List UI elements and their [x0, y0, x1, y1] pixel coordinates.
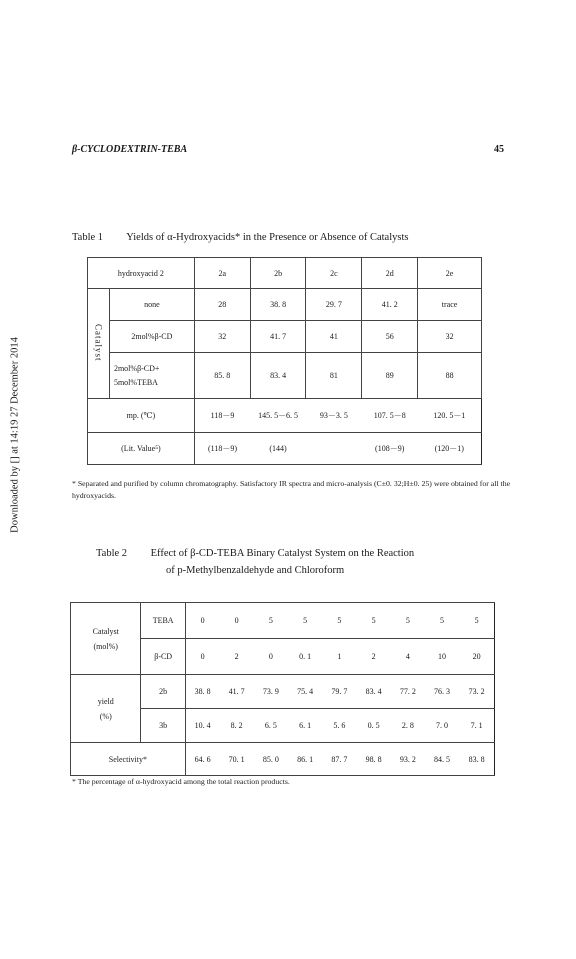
table2-3b-cell: 6. 1 — [288, 709, 322, 743]
page-number: 45 — [494, 144, 504, 155]
download-watermark — [8, 270, 22, 600]
table1-cell: 89 — [362, 353, 418, 399]
table2-2b-cell: 77. 2 — [391, 675, 425, 709]
table2-teba-cell: 5 — [391, 603, 425, 639]
table2-selectivity-cell: 84. 5 — [425, 743, 459, 776]
table1-header-row — [88, 258, 482, 289]
table2-selectivity-cell: 93. 2 — [391, 743, 425, 776]
table1-cell: 83. 4 — [250, 353, 306, 399]
table1-cell: 81 — [306, 353, 362, 399]
table2-bcd-cell: 2 — [356, 639, 390, 675]
table1-cell: 41 — [306, 321, 362, 353]
table1-lit-cell: (118－9) — [194, 433, 250, 465]
table1-mp-cell: 107. 5－8 — [362, 399, 418, 433]
table2-2b-label: 2b — [141, 675, 185, 709]
table1-cell: 56 — [362, 321, 418, 353]
table2-3b-cell: 2. 8 — [391, 709, 425, 743]
table1-row-label-line2: 5mol%TEBA — [113, 377, 158, 387]
table1-row-mp — [88, 399, 482, 433]
table1-row-label: none — [109, 289, 194, 321]
table2-teba-cell: 0 — [185, 603, 219, 639]
table2-catalyst-label: Catalyst — [92, 626, 119, 636]
table1-col-header: 2a — [194, 258, 250, 289]
table1 — [87, 257, 482, 465]
table2-selectivity-cell: 86. 1 — [288, 743, 322, 776]
table1-mp-cell: 120. 5－1 — [418, 399, 482, 433]
table1-title: Yields of α-Hydroxyacids* in the Presence or Absence of Catalysts — [126, 232, 409, 243]
table2-3b-cell: 0. 5 — [356, 709, 390, 743]
table1-group-cell — [88, 289, 110, 399]
table1-row-label: 2mol%β-CD — [109, 321, 194, 353]
table1-cell: 32 — [194, 321, 250, 353]
table2-bcd-label: β-CD — [141, 639, 185, 675]
table2-2b-cell: 38. 8 — [185, 675, 219, 709]
table1-mp-cell: 93－3. 5 — [306, 399, 362, 433]
table1-header-label: hydroxyacid 2 — [88, 258, 195, 289]
table2-title-line2: of p-Methylbenzaldehyde and Chloroform — [166, 565, 345, 576]
table2-catalyst-unit: (mol%) — [93, 641, 118, 651]
table2-2b-cell: 73. 9 — [254, 675, 288, 709]
table2-row-teba — [71, 603, 495, 639]
table2-yield-cell — [71, 675, 141, 743]
table2-3b-label: 3b — [141, 709, 185, 743]
table1-col-header: 2e — [418, 258, 482, 289]
table1-cell: 41. 2 — [362, 289, 418, 321]
table1-cell: trace — [418, 289, 482, 321]
table2-bcd-cell: 0. 1 — [288, 639, 322, 675]
table2-bcd-cell: 20 — [459, 639, 494, 675]
table2-bcd-cell: 4 — [391, 639, 425, 675]
table2-2b-cell: 75. 4 — [288, 675, 322, 709]
table1-cell: 41. 7 — [250, 321, 306, 353]
table2-selectivity-cell: 98. 8 — [356, 743, 390, 776]
table1-cell: 38. 8 — [250, 289, 306, 321]
table2-teba-cell: 5 — [288, 603, 322, 639]
table2-title-line1: Effect of β-CD-TEBA Binary Catalyst System on the Reaction — [150, 548, 415, 559]
table1-row-none — [88, 289, 482, 321]
table1-lit-cell: (108－9) — [362, 433, 418, 465]
table1-lit-cell: (144) — [250, 433, 306, 465]
table1-footnote: * Separated and purified by column chromatography. Satisfactory IR spectra and micro-analysis (C±0. 32;H±0. 25) were obtained for all the hydroxyacids. — [72, 479, 511, 500]
table2-bcd-cell: 0 — [254, 639, 288, 675]
table2-teba-cell: 5 — [459, 603, 494, 639]
table1-lit-cell — [306, 433, 362, 465]
table2-3b-cell: 7. 1 — [459, 709, 494, 743]
table2-bcd-cell: 1 — [322, 639, 356, 675]
table1-mp-label: mp. (℃) — [88, 399, 195, 433]
table2-selectivity-label: Selectivity* — [71, 743, 186, 776]
table2-selectivity-cell: 70. 1 — [220, 743, 254, 776]
table2-2b-cell: 76. 3 — [425, 675, 459, 709]
table2-selectivity-cell: 87. 7 — [322, 743, 356, 776]
download-watermark-text: Downloaded by [] at 14:19 27 December 2014 — [9, 337, 21, 533]
table2-teba-cell: 5 — [425, 603, 459, 639]
table1-col-header: 2d — [362, 258, 418, 289]
table1-caption — [72, 232, 408, 243]
table1-cell: 85. 8 — [194, 353, 250, 399]
table2-footnote: * The percentage of α-hydroxyacid among the total reaction products. — [72, 777, 290, 786]
table1-mp-cell: 145. 5－6. 5 — [250, 399, 306, 433]
running-head-title: β-CYCLODEXTRIN-TEBA — [72, 144, 188, 155]
table2-teba-cell: 5 — [322, 603, 356, 639]
table1-lit-cell: (120－1) — [418, 433, 482, 465]
table1-cell: 28 — [194, 289, 250, 321]
table2-yield-unit: (%) — [99, 711, 112, 721]
table1-number: Table 1 — [72, 232, 104, 243]
table1-cell: 32 — [418, 321, 482, 353]
table2-2b-cell: 73. 2 — [459, 675, 494, 709]
table2-selectivity-cell: 83. 8 — [459, 743, 494, 776]
table1-row-lit — [88, 433, 482, 465]
table2-row-selectivity — [71, 743, 495, 776]
table2 — [70, 602, 495, 776]
table2-number: Table 2 — [96, 548, 128, 559]
table1-lit-label: (Lit. Value⁵) — [88, 433, 195, 465]
table1-cell: 88 — [418, 353, 482, 399]
table2-bcd-cell: 0 — [185, 639, 219, 675]
table2-teba-cell: 5 — [254, 603, 288, 639]
table1-row-label-line1: 2mol%β-CD+ — [113, 363, 160, 373]
table2-bcd-cell: 10 — [425, 639, 459, 675]
table1-row-bcd-teba — [88, 353, 482, 399]
table2-3b-cell: 5. 6 — [322, 709, 356, 743]
table1-group-label: Catalyst — [93, 323, 104, 362]
table1-row-label — [109, 353, 194, 399]
table2-caption — [96, 545, 506, 579]
table2-2b-cell: 79. 7 — [322, 675, 356, 709]
table2-3b-cell: 10. 4 — [185, 709, 219, 743]
table2-teba-label: TEBA — [141, 603, 185, 639]
table2-yield-label: yield — [97, 696, 114, 706]
table2-3b-cell: 7. 0 — [425, 709, 459, 743]
running-head — [72, 144, 504, 155]
table2-2b-cell: 83. 4 — [356, 675, 390, 709]
table2-catalyst-cell — [71, 603, 141, 675]
table2-2b-cell: 41. 7 — [220, 675, 254, 709]
table2-selectivity-cell: 85. 0 — [254, 743, 288, 776]
table2-selectivity-cell: 64. 6 — [185, 743, 219, 776]
table1-col-header: 2b — [250, 258, 306, 289]
table2-teba-cell: 0 — [220, 603, 254, 639]
table2-3b-cell: 8. 2 — [220, 709, 254, 743]
table1-row-bcd — [88, 321, 482, 353]
table2-3b-cell: 6. 5 — [254, 709, 288, 743]
table1-col-header: 2c — [306, 258, 362, 289]
table1-cell: 29. 7 — [306, 289, 362, 321]
table2-teba-cell: 5 — [356, 603, 390, 639]
table2-bcd-cell: 2 — [220, 639, 254, 675]
table2-row-2b — [71, 675, 495, 709]
table1-mp-cell: 118－9 — [194, 399, 250, 433]
